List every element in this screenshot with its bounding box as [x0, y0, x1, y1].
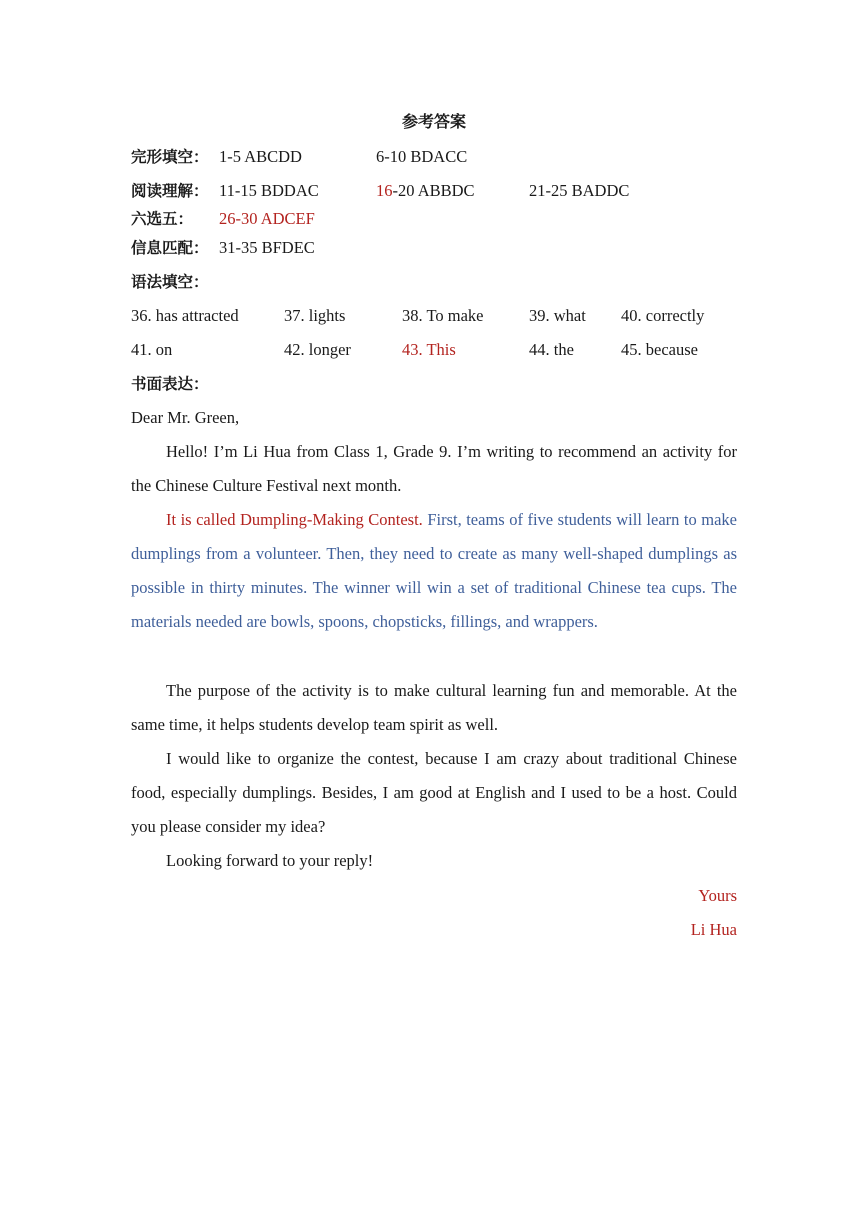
grammar-answer-45: 45. because — [621, 340, 698, 359]
reading-answers-2 — [376, 181, 475, 201]
letter-paragraph-2-details: First, teams of five students will learn to make dumplings from a volunteer. Then, they need to create as many well-shaped dumplings as possible in thirty minutes. The winner will win a set of traditional Chinese tea cups. The materials needed are bowls, spoons, chopsticks, fillings, and wrappers. — [131, 510, 737, 631]
writing-label: 书面表达： — [131, 375, 209, 393]
grammar-answer-41: 41. on — [131, 340, 173, 359]
letter-greeting: Dear Mr. Green, — [131, 408, 240, 427]
grammar-answer-38: 38. To make — [402, 306, 484, 325]
grammar-label: 语法填空： — [131, 273, 209, 291]
letter-paragraph-4: I would like to organize the contest, because I am crazy about traditional Chinese food, especially dumplings. Besides, I am good at English and I used to be a host. Could you please consider my idea? — [131, 749, 737, 836]
letter-paragraph-2 — [131, 503, 737, 639]
grammar-answer-43: 43. This — [402, 340, 456, 359]
matching-answers: 31-35 BFDEC — [219, 238, 315, 257]
cloze-label: 完形填空： — [131, 148, 209, 166]
reading-answers-2-rest: -20 ABBDC — [392, 181, 475, 200]
reading-answers-3: 21-25 BADDC — [529, 181, 630, 200]
matching-label: 信息匹配： — [131, 239, 209, 257]
letter-closing: Yours — [698, 886, 737, 905]
six-choose-five-answers: 26-30 ADCEF — [219, 209, 315, 228]
reading-answers-2-highlight: 16 — [376, 181, 393, 200]
letter-paragraph-1: Hello! I’m Li Hua from Class 1, Grade 9. I’m writing to recommend an activity for the Chinese Culture Festival next month. — [131, 442, 737, 495]
grammar-answer-39: 39. what — [529, 306, 586, 325]
grammar-answer-40: 40. correctly — [621, 306, 705, 325]
six-choose-five-label: 六选五： — [131, 210, 194, 228]
cloze-answers-2: 6-10 BDACC — [376, 147, 468, 166]
page-title: 参考答案 — [401, 112, 466, 131]
letter-paragraph-3: The purpose of the activity is to make cultural learning fun and memorable. At the same time, it helps students develop team spirit as well. — [131, 681, 737, 734]
reading-label: 阅读理解： — [131, 182, 209, 200]
letter-signature: Li Hua — [690, 920, 737, 939]
letter-paragraph-2-topic: It is called Dumpling-Making Contest. — [166, 510, 423, 529]
reading-answers-1: 11-15 BDDAC — [219, 181, 319, 200]
grammar-answer-36: 36. has attracted — [131, 306, 239, 325]
grammar-answer-42: 42. longer — [284, 340, 351, 359]
letter-paragraph-5: Looking forward to your reply! — [166, 851, 374, 870]
grammar-answer-44: 44. the — [529, 340, 574, 359]
grammar-answer-37: 37. lights — [284, 306, 346, 325]
cloze-answers-1: 1-5 ABCDD — [219, 147, 302, 166]
